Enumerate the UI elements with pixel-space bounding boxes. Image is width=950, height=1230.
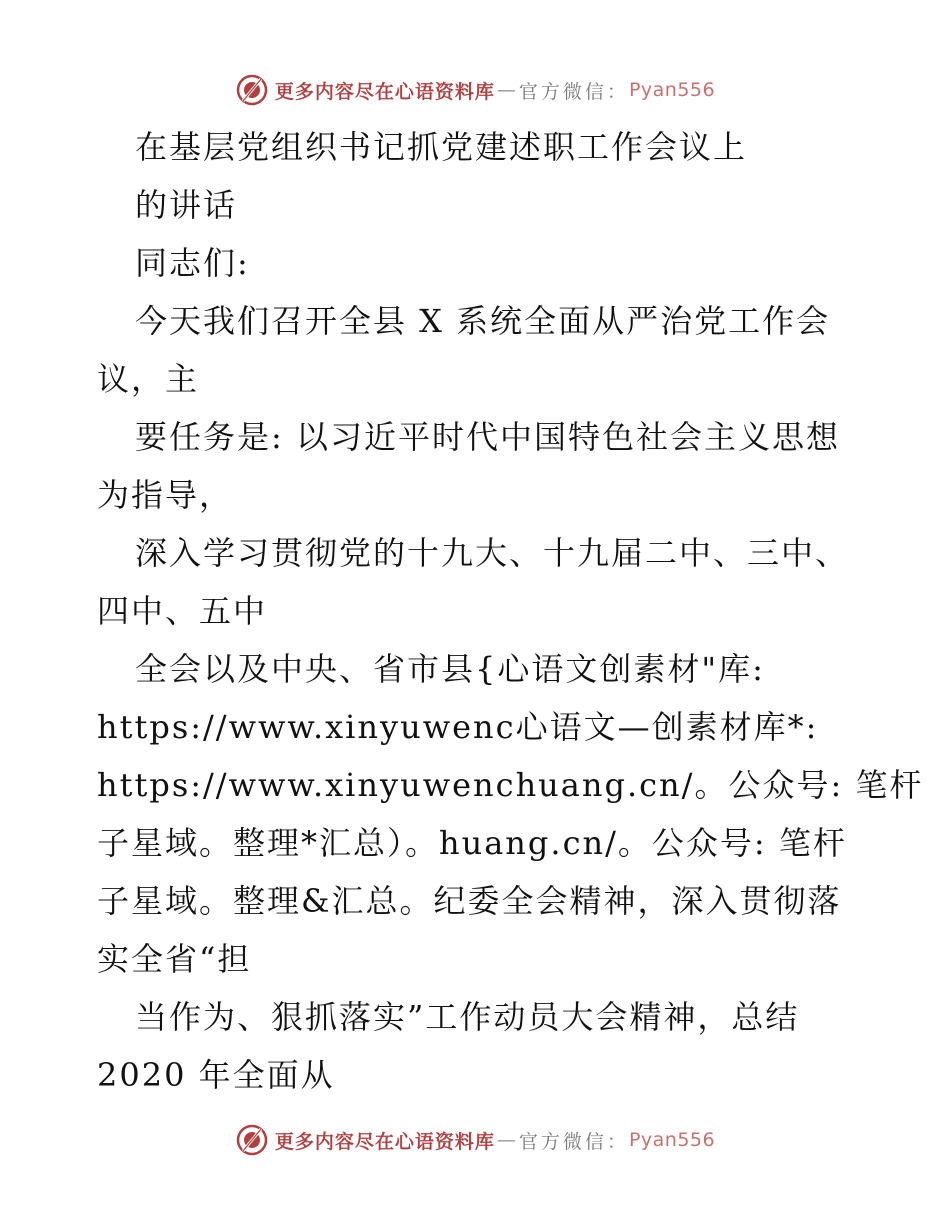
document-line: 子星域。整理&汇总。纪委全会精神，深入贯彻落	[97, 882, 842, 920]
watermark-dash: —	[496, 1129, 517, 1151]
watermark-dash: —	[496, 79, 517, 101]
watermark-header	[0, 70, 950, 110]
quill-logo-icon	[235, 73, 269, 107]
document-line: 2020 年全面从	[97, 1056, 335, 1094]
document-line: 深入学习贯彻党的十九大、十九届二中、三中、	[135, 534, 850, 572]
document-line: 今天我们召开全县 X 系统全面从严治党工作会	[135, 302, 831, 340]
watermark-code: Pyan556	[628, 1129, 716, 1151]
document-line: 为指导，	[97, 476, 234, 514]
document-line: 当作为、狠抓落实”工作动员大会精神，总结	[135, 998, 800, 1036]
document-line: https://www.xinyuwenchuang.cn/。公众号: 笔杆	[97, 766, 924, 804]
watermark-code: Pyan556	[628, 79, 716, 101]
document-line: 的讲话	[135, 186, 238, 224]
watermark-brand: 更多内容尽在心语资料库	[274, 1130, 495, 1153]
watermark-brand: 更多内容尽在心语资料库	[274, 80, 495, 103]
document-line: 议，主	[97, 360, 200, 398]
watermark-footer	[0, 1120, 950, 1160]
quill-logo-icon	[235, 1123, 269, 1157]
watermark-label: 官方微信：	[518, 1130, 629, 1153]
document-line: 实全省“担	[97, 940, 252, 978]
document-line: 同志们:	[135, 244, 250, 282]
document-line: 在基层党组织书记抓党建述职工作会议上	[135, 128, 748, 166]
document-line: https://www.xinyuwenc心语文—创素材库*:	[97, 708, 819, 746]
document-line: 要任务是: 以习近平时代中国特色社会主义思想	[135, 418, 840, 456]
watermark-label: 官方微信：	[518, 80, 629, 103]
document-line: 子星域。整理*汇总）。huang.cn/。公众号: 笔杆	[97, 824, 847, 862]
document-body	[97, 118, 924, 1104]
document-line: 全会以及中央、省市县{心语文创素材"库:	[135, 650, 765, 688]
document-line: 四中、五中	[97, 592, 268, 630]
